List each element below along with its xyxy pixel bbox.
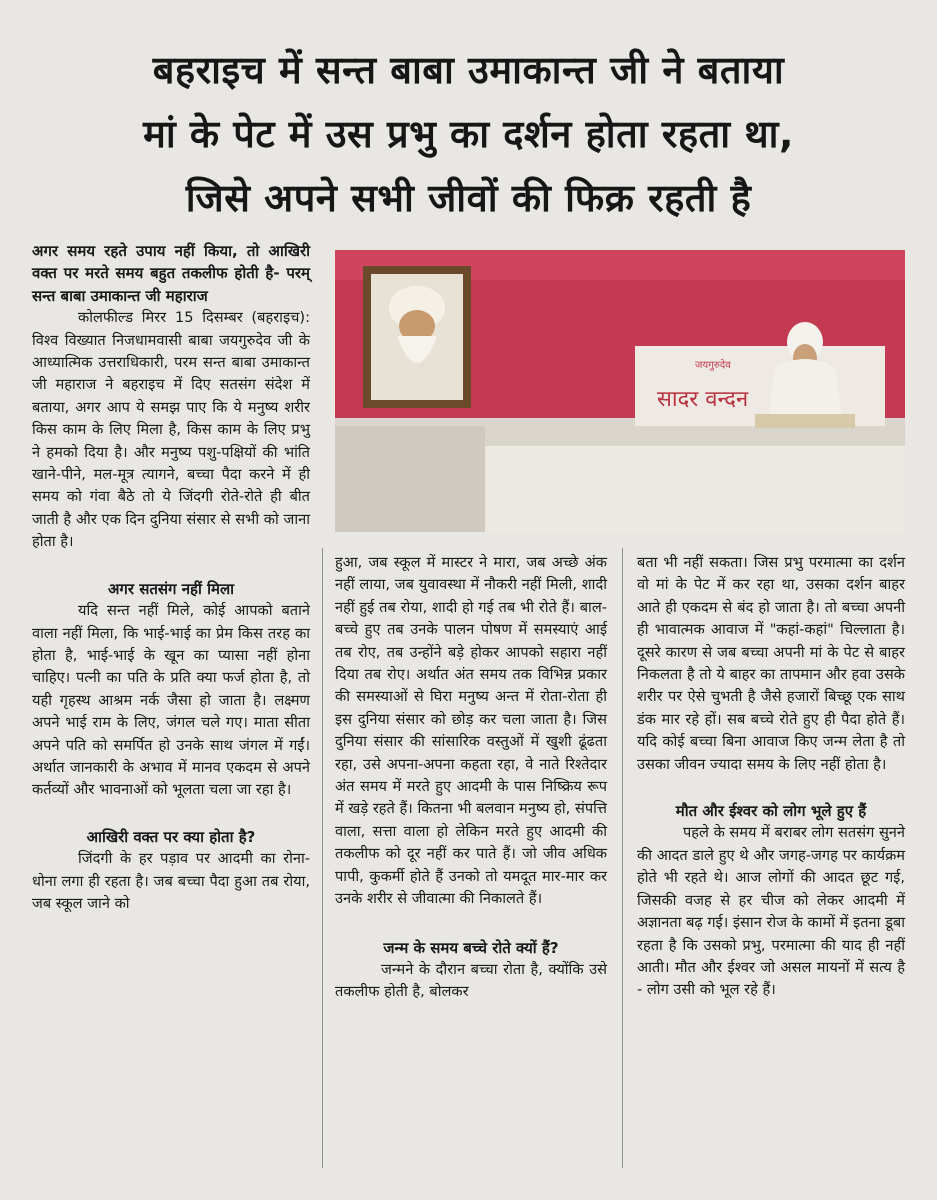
event-photo [335,250,905,532]
headline-line-2: मां के पेट में उस प्रभु का दर्शन होता रहता था, [143,112,794,156]
paragraph: जन्मने के दौरान बच्चा रोता है, क्योंकि उसे तकलीफ होती है, बोलकर [335,960,607,1001]
event-photo-illustration [335,250,905,532]
subheading: आखिरी वक्त पर क्या होता है? [86,827,256,846]
subheading: मौत और ईश्वर को लोग भूले हुए हैं [675,802,867,821]
headline [0,38,937,230]
headline-line-3: जिसे अपने सभी जीवों की फिक्र रहती है [185,176,752,220]
paragraph: जिंदगी के हर पड़ाव पर आदमी का रोना-धोना लगा ही रहता है। जब बच्चा पैदा हुआ तब रोया, जब स्कूल जाने को [32,850,310,912]
subheading: अगर सतसंग नहीं मिला [107,579,235,598]
article-column-3 [637,552,905,1002]
intro-heading: अगर समय रहते उपाय नहीं किया, तो आखिरी वक्त पर मरते समय बहुत तकलीफ होती है- परम् सन्त बाबा उमाकान्त जी महाराज [32,242,310,305]
paragraph: कोलफील्ड मिरर 15 दिसम्बर (बहराइच): विश्व विख्यात निजधामवासी बाबा जयगुरुदेव जी के आध्यात्मिक उत्तराधिकारी, परम सन्त बाबा उमाकान्त जी महाराज ने बहराइच में दिए सतसंग संदेश में बताया, अगर आप ये समझ पाए कि ये मनुष्य शरीर किस काम के लिए मिला है, किस काम के लिए प्रभु ने हमको दिया है। और मनुष्य पशु-पक्षियों की भांति खाने-पीने, मल-मूत्र त्यागने, बच्चा पैदा करने में ही समय को गंवा बैठे तो ये जिंदगी रोते-रोते ही बीत जाती है और एक दिन दुनिया संसार से सभी को जाना होता है। [32,309,310,551]
article-column-1 [32,240,310,915]
subheading: जन्म के समय बच्चे रोते क्यों हैं? [383,938,559,957]
article-column-2 [335,552,607,1004]
banner-text: सादर वन्दन [657,387,749,412]
paragraph: हुआ, जब स्कूल में मास्टर ने मारा, जब अच्छे अंक नहीं लाया, जब युवावस्था में नौकरी नहीं मिली, शादी नहीं हुई तब रोया, शादी हो गई तब भी रोते हैं। बाल-बच्चे हुए तब उनके पालन पोषण में समस्याएं आई तब रोए, तब उन्होंने बड़े होकर आपको सहारा नहीं दिया तब रोए। अर्थात अंत समय तक विभिन्न प्रकार की समस्याओं से घिरा मनुष्य अन्त में रोता-रोता ही इस दुनिया संसार को छोड़ कर चला जाता है। जिस दुनिया संसार की सांसारिक वस्तुओं में खुशी ढूंढता रहा, उसे अपना-अपना कहता रहा, वे नाते रिश्तेदार अंत समय में मरते हुए आदमी के पास निष्क्रिय रूप में खड़े रहते हैं। कितना भी बलवान मनुष्य हो, संपत्ति वाला, सत्ता वाला हो लेकिन मरते हुए आदमी की तकलीफ को दूर नहीं कर पाते हैं। जो जीव अधिक पापी, कुकर्मी होते हैं उनको तो यमदूत मार-मार कर उनके शरीर से जीवात्मा की निकालते हैं। [335,554,607,908]
headline-line-1: बहराइच में सन्त बाबा उमाकान्त जी ने बताया [152,48,785,92]
banner-small-text: जयगुरुदेव [695,360,731,371]
paragraph: यदि सन्त नहीं मिले, कोई आपको बताने वाला नहीं मिला, कि भाई-भाई का प्रेम किस तरह का होता है, भाई-भाई के खून का प्यासा नहीं होना चाहिए। पत्नी का पति के प्रति क्या फर्ज होता है, तो यही गृहस्थ आश्रम नर्क जैसा हो जाता है। लक्ष्मण अपने भाई राम के लिए, जंगल चले गए। माता सीता अपने पति को समर्पित हो उनके साथ जंगल में गईं। अर्थात जानकारी के अभाव में मानव एकदम से अपने कर्तव्यों और भावनाओं को भूलता चला जा रहा है। [32,602,310,799]
column-divider [322,548,323,1168]
paragraph: पहले के समय में बराबर लोग सतसंग सुनने की आदत डाले हुए थे और जगह-जगह पर कार्यक्रम होते भी रहते थे। आज लोगों की आदत छूट गई, जिसकी वजह से हर चीज को लेकर आदमी में अज्ञानता बढ़ गई। इंसान रोज के कामों में इतना डूबा रहता है कि उसको प्रभु, परमात्मा की याद ही नहीं आती। मौत और ईश्वर जो असल मायनों में सत्य है - लोग उसी को भूल रहे हैं। [637,824,906,999]
column-divider [622,548,623,1168]
paragraph: बता भी नहीं सकता। जिस प्रभु परमात्मा का दर्शन वो मां के पेट में कर रहा था, उसका दर्शन बाहर आते ही एकदम से बंद हो जाता है। तो बच्चा अपनी ही भावात्मक आवाज में "कहां-कहां" चिल्लाता है। दूसरे कारण से जब बच्चा अपनी मां के पेट से बाहर निकलता है तो ये बाहर का तापमान और हवा उसके शरीर पर ऐसे चुभती है जैसे हजारों बिच्छू एक साथ डंक मार रहे हों। सब बच्चे रोते हुए ही पैदा होते हैं। यदि कोई बच्चा बिना आवाज किए जन्म लेता है तो उसका जीवन ज्यादा समय के लिए नहीं होता है। [637,554,905,773]
